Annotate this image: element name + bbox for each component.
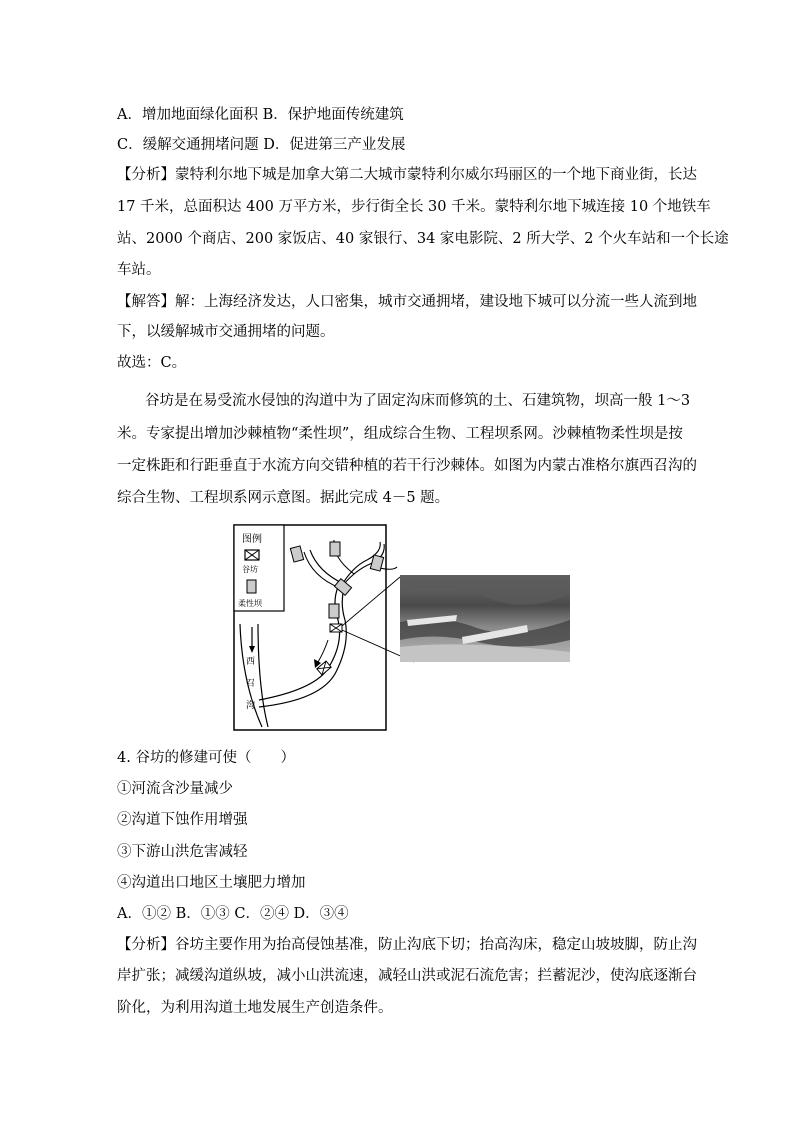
statement-2: ②沟道下蚀作用增强 xyxy=(117,812,248,828)
legend-flexible-dam-label: 柔性坝 xyxy=(238,599,262,608)
gully-name-2: 召 xyxy=(246,679,256,689)
analysis-line-1: 【分析】蒙特利尔地下城是加拿大第二大城市蒙特利尔威尔玛丽区的一个地下商业街，长达 xyxy=(117,167,697,183)
legend-title: 图例 xyxy=(242,534,262,545)
passage-line-1: 谷坊是在易受流水侵蚀的沟道中为了固定沟床而修筑的土、石建筑物，坝高一般 1～3 xyxy=(145,393,691,409)
analysis-line-3: 站、2000 个商店、200 家饭店、40 家银行、34 家电影院、2 所大学、2 个火车站和一个长途 xyxy=(117,231,729,247)
statement-4: ④沟道出口地区土壤肥力增加 xyxy=(117,875,306,891)
option-cd: C．缓解交通拥堵问题 D．促进第三产业发展 xyxy=(117,137,406,153)
check-dam-icon xyxy=(245,550,259,560)
passage-line-4: 综合生物、工程坝系网示意图。据此完成 4－5 题。 xyxy=(117,490,450,506)
analysis2-line-2: 岸扩张；减缓沟道纵坡，减小山洪流速，减轻山洪或泥石流危害；拦蓄泥沙，使沟底逐渐台 xyxy=(117,968,697,984)
legend-check-dam-label: 谷坊 xyxy=(242,565,258,574)
analysis2-line-1: 【分析】谷坊主要作用为抬高侵蚀基准，防止沟底下切；抬高沟床，稳定山坡坡脚，防止沟 xyxy=(117,937,697,953)
option-ab: A．增加地面绿化面积 B．保护地面传统建筑 xyxy=(117,107,404,123)
passage-line-2: 米。专家提出增加沙棘植物“柔性坝”，组成综合生物、工程坝系网。沙棘植物柔性坝是按 xyxy=(117,426,683,442)
statement-1: ①河流含沙量减少 xyxy=(117,781,233,797)
passage-line-3: 一定株距和行距垂直于水流方向交错种植的若干行沙棘体。如图为内蒙古准格尔旗西召沟的 xyxy=(117,458,697,474)
choice-line: 故选：C。 xyxy=(117,355,187,371)
check-dam-upper xyxy=(330,624,342,632)
question-4: 4. 谷坊的修建可使（ ） xyxy=(117,750,295,766)
flexible-dam-5 xyxy=(329,604,339,618)
gully-name-3: 沟 xyxy=(246,701,256,711)
statement-3: ③下游山洪危害减轻 xyxy=(117,844,248,860)
gully-photo xyxy=(400,575,570,662)
gully-name-1: 西 xyxy=(246,657,256,667)
dam-system-diagram xyxy=(232,522,572,732)
flexible-dam-2 xyxy=(330,542,340,556)
question-4-options: A．①② B．①③ C．②④ D．③④ xyxy=(117,906,349,922)
analysis-line-4: 车站。 xyxy=(117,262,161,278)
flexible-dam-icon xyxy=(247,580,256,593)
answer-line-1: 【解答】解：上海经济发达，人口密集，城市交通拥堵，建设地下城可以分流一些人流到地 xyxy=(117,294,697,310)
analysis-line-2: 17 千米，总面积达 400 万平方米，步行街全长 30 千米。蒙特利尔地下城连接 10 个地铁车 xyxy=(117,199,711,215)
answer-line-2: 下，以缓解城市交通拥堵的问题。 xyxy=(117,324,335,340)
dam-system-figure xyxy=(232,522,572,732)
analysis2-line-3: 阶化，为利用沟道土地发展生产创造条件。 xyxy=(117,1000,393,1016)
